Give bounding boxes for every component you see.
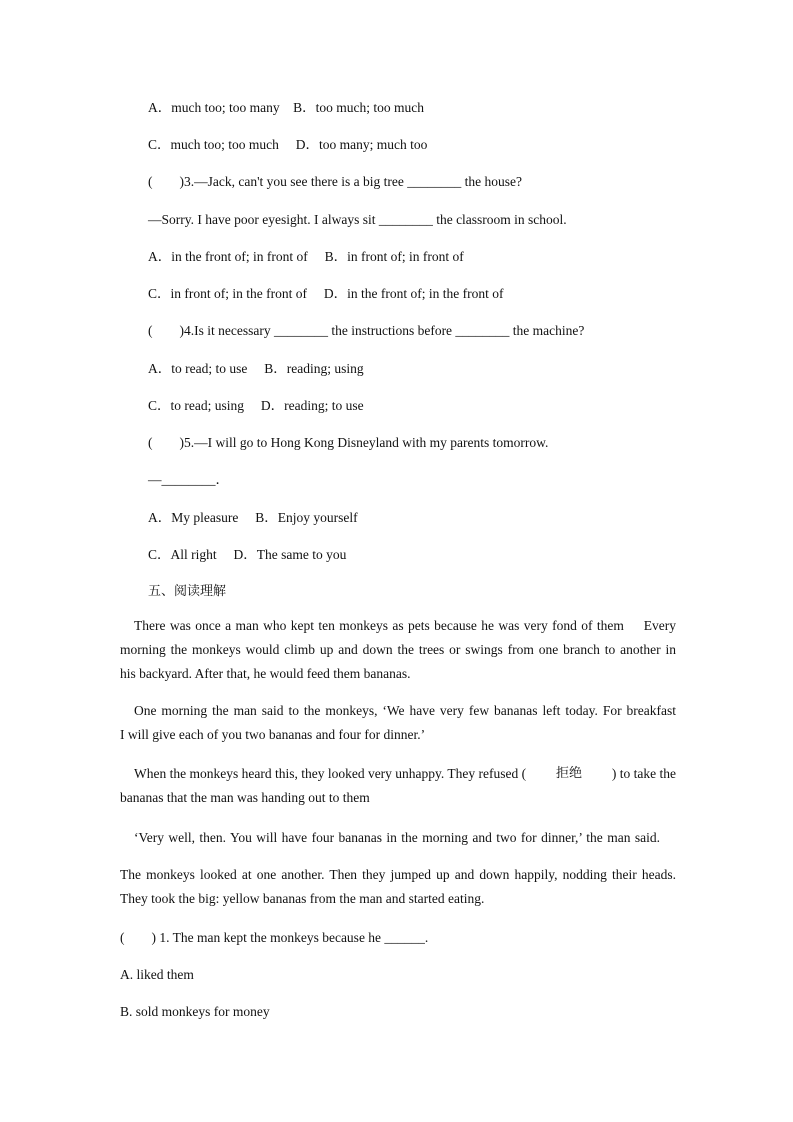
reading-q1-option-a: A. liked them xyxy=(120,967,194,982)
q4-options-ab: A．to read; to use B．reading; using xyxy=(148,361,364,376)
passage-p3-cjk: 拒绝 xyxy=(556,766,583,781)
passage-p1-line1: There was once a man who kept ten monkeys as pets because he was very fond of them Every xyxy=(134,618,676,633)
section-title: 五、阅读理解 xyxy=(148,584,227,599)
q3-reply: —Sorry. I have poor eyesight. I always sit ________ the classroom in school. xyxy=(148,212,567,227)
passage-p5-line1: The monkeys looked at one another. Then they jumped up and down happily, nodding their heads. xyxy=(120,867,676,882)
passage-p1-line3: his backyard. After that, he would feed them bananas. xyxy=(120,666,411,681)
q5-options-ab: A．My pleasure B．Enjoy yourself xyxy=(148,510,358,525)
q2-options-cd: C．much too; too much D．too many; much too xyxy=(148,137,428,152)
passage-p3-line2: bananas that the man was handing out to them xyxy=(120,790,370,805)
q2-options-ab: A．much too; too many B．too much; too much xyxy=(148,100,424,115)
q3-options-cd: C．in front of; in the front of D．in the front of; in the front of xyxy=(148,286,504,301)
q4-stem: ( )4.Is it necessary ________ the instructions before ________ the machine? xyxy=(148,323,585,338)
reading-q1-option-b: B. sold monkeys for money xyxy=(120,1004,270,1019)
passage-p3-text-b: ) to take the xyxy=(611,766,676,781)
q5-options-cd: C．All right D．The same to you xyxy=(148,547,347,562)
q5-reply: —________． xyxy=(148,472,229,487)
q3-stem: ( )3.—Jack, can't you see there is a big tree ________ the house? xyxy=(148,174,522,189)
passage-p4-line1: ‘Very well, then. You will have four bananas in the morning and two for dinner,’ the man said. xyxy=(134,830,660,845)
passage-p1-line2: morning the monkeys would climb up and down the trees or swings from one branch to another in xyxy=(120,642,676,657)
passage-p3-line1 xyxy=(134,765,676,783)
reading-q1-stem: ( ) 1. The man kept the monkeys because he ______. xyxy=(120,930,429,945)
passage-p5-line2: They took the big: yellow bananas from the man and started eating. xyxy=(120,891,485,906)
q3-options-ab: A．in the front of; in front of B．in front of; in front of xyxy=(148,249,464,264)
q4-options-cd: C．to read; using D．reading; to use xyxy=(148,398,364,413)
passage-p3-text-a: When the monkeys heard this, they looked very unhappy. They refused ( xyxy=(134,766,527,781)
q5-stem: ( )5.—I will go to Hong Kong Disneyland with my parents tomorrow. xyxy=(148,435,549,450)
passage-p2-line2: I will give each of you two bananas and four for dinner.’ xyxy=(120,727,426,742)
passage-p2-line1: One morning the man said to the monkeys, ‘We have very few bananas left today. For breakfast xyxy=(134,703,676,718)
